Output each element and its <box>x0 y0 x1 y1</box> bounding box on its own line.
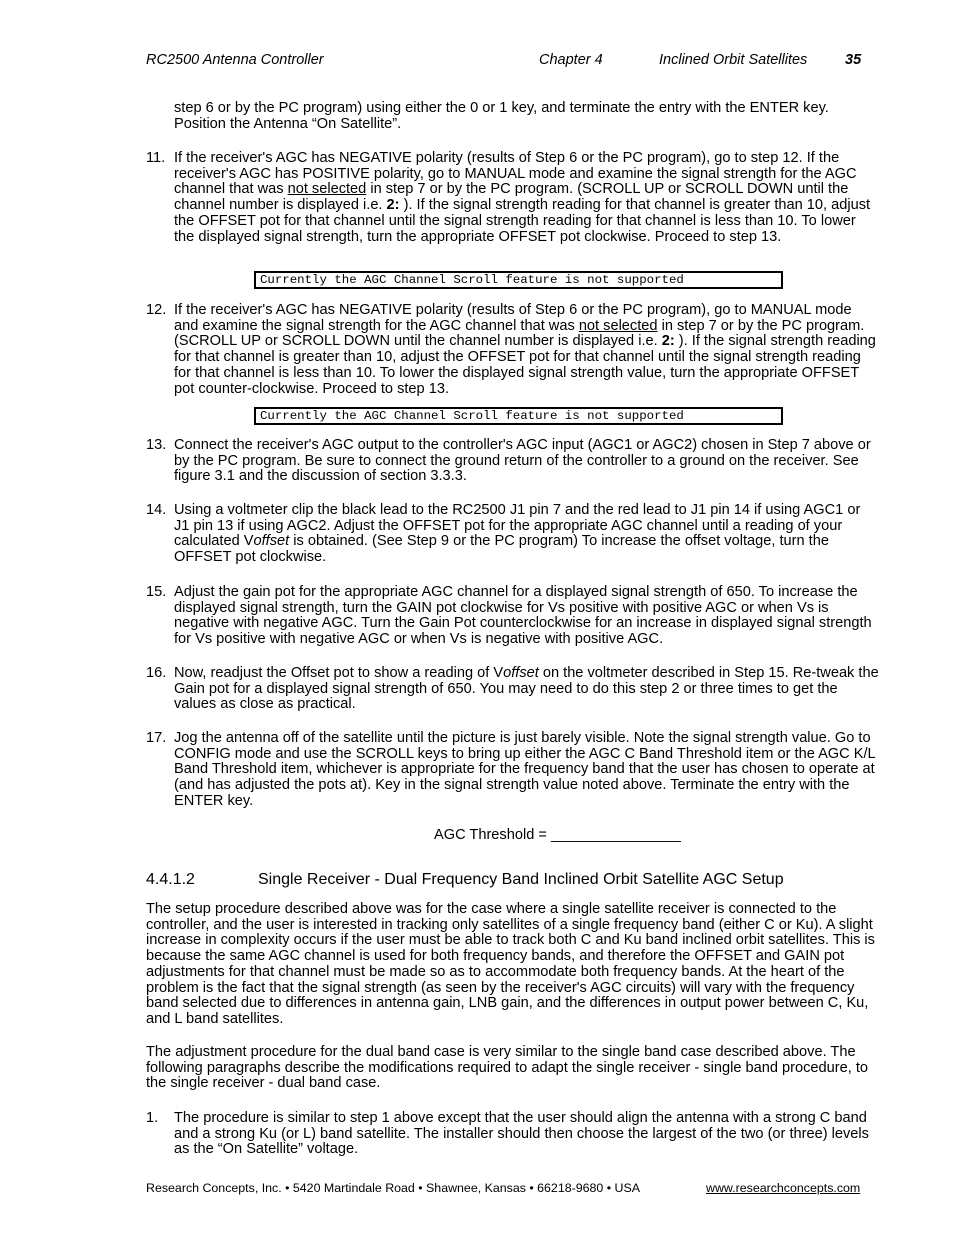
section-paragraph-2: The adjustment procedure for the dual band case is very similar to the single band case described above. The following paragraphs describe the modifications required to adapt the single receiver - single band procedure, to the single receiver - dual band case. <box>146 1044 869 1092</box>
page-number: 35 <box>845 52 862 68</box>
step-11-number: 11. <box>146 150 166 166</box>
step-17-text: Jog the antenna off of the satellite until the picture is just barely visible. Note the signal strength value. Go to CONFIG mode and use the SCROLL keys to bring up either the AGC C Band Threshold item or the AGC K/L Band Threshold item, whichever is appropriate for the frequency band that the user has chosen to operate at (and has adjusted the pots at). Key in the signal strength value noted above. Terminate the entry with the ENTER key. <box>174 730 876 809</box>
note-box-2: Currently the AGC Channel Scroll feature is not supported <box>254 407 783 425</box>
step-16-text: Now, readjust the Offset pot to show a reading of Voffset on the voltmeter described in Step 15. Re-tweak the Gain pot for a displayed signal strength of 650. You may need to do this step 2 or three times to get the values as close as practical. <box>174 665 879 713</box>
continued-paragraph: step 6 or by the PC program) using either the 0 or 1 key, and terminate the entry with the ENTER key. Position the Antenna “On Satellite”. <box>174 100 829 132</box>
step-14-number: 14. <box>146 502 167 518</box>
note-box-1: Currently the AGC Channel Scroll feature is not supported <box>254 271 783 289</box>
section-paragraph-1: The setup procedure described above was for the case where a single satellite receiver is connected to the controller, and the user is interested in tracking only satellites of a single frequency band (either C or Ku). A slight increase in complexity occurs if the user must be able to track both C and Ku band inclined orbit satellites. This is because the same AGC channel is used for both frequency bands, and therefore the OFFSET and GAIN pot adjustments for that channel must be made so as to accommodate both frequency bands. At the heart of the problem is the fact that the signal strength (as seen by the receiver's AGC circuits) will vary with the frequency band selected due to differences in antenna gain, LNB gain, and the differences in output power between C, Ku, and L band satellites. <box>146 901 875 1027</box>
step-15-text: Adjust the gain pot for the appropriate AGC channel for a displayed signal strength of 650. To increase the displayed signal strength, turn the GAIN pot clockwise for Vs positive with positive AGC or when Vs is negative with negative AGC. Turn the Gain Pot counterclockwise for an increase in displayed signal strength for Vs positive with negative AGC or when Vs is negative with positive AGC. <box>174 584 872 648</box>
dual-step-1-text: The procedure is similar to step 1 above except that the user should align the antenna with a strong C band and a strong Ku (or L) band satellite. The installer should then choose the largest of the two (or three) levels as the “On Satellite” voltage. <box>174 1110 869 1158</box>
header-topic: Inclined Orbit Satellites <box>659 52 808 68</box>
step-14-text: Using a voltmeter clip the black lead to the RC2500 J1 pin 7 and the red lead to J1 pin 14 if using AGC1 or J1 pin 13 if using AGC2. Adjust the OFFSET pot for the appropriate AGC channel until a reading of your calculated Voffset is obtained. (See Step 9 or the PC program) To increase the offset voltage, turn the OFFSET pot clockwise. <box>174 502 861 566</box>
header-product: RC2500 Antenna Controller <box>146 52 324 68</box>
footer-address: Research Concepts, Inc. • 5420 Martindale Road • Shawnee, Kansas • 66218-9680 • USA <box>146 1181 640 1195</box>
agc-threshold-line: AGC Threshold = ________________ <box>434 827 681 843</box>
step-12-number: 12. <box>146 302 167 318</box>
step-13-number: 13. <box>146 437 167 453</box>
step-13-text: Connect the receiver's AGC output to the controller's AGC input (AGC1 or AGC2) chosen in Step 7 above or by the PC program. Be sure to connect the ground return of the controller to a ground on the receiver. See figure 3.1 and the discussion of section 3.3.3. <box>174 437 871 485</box>
step-16-number: 16. <box>146 665 167 681</box>
step-17-number: 17. <box>146 730 167 746</box>
step-15-number: 15. <box>146 584 167 600</box>
step-11-underline: not selected <box>287 181 367 198</box>
section-title: Single Receiver - Dual Frequency Band Inclined Orbit Satellite AGC Setup <box>258 871 784 888</box>
section-number: 4.4.1.2 <box>146 871 195 888</box>
step-12-text: If the receiver's AGC has NEGATIVE polarity (results of Step 6 or the PC program), go to MANUAL mode and examine the signal strength for the AGC channel that was not selected in step 7 or by the PC program. (SCROLL UP or SCROLL DOWN until the channel number is displayed i.e. 2: ). If the signal strength reading for that channel is greater than 10, adjust the OFFSET pot for that channel until the signal strength reading for that channel is less than 10. To lower the displayed signal strength value, turn the appropriate OFFSET pot counter-clockwise. Proceed to step 13. <box>174 302 876 397</box>
step-11-text: If the receiver's AGC has NEGATIVE polarity (results of Step 6 or the PC program), go to step 12. If the receiver's AGC has POSITIVE polarity, go to MANUAL mode and examine the signal strength for the AGC channel that was not selected in step 7 or by the PC program. (SCROLL UP or SCROLL DOWN until the channel number is displayed i.e. 2: ). If the signal strength reading for that channel is greater than 10, adjust the OFFSET pot for that channel until the signal strength reading for that channel is less than 10. To lower the displayed signal strength, turn the appropriate OFFSET pot clockwise. Proceed to step 13. <box>174 150 871 245</box>
step-12-underline: not selected <box>578 317 658 334</box>
dual-step-1-number: 1. <box>146 1110 159 1126</box>
header-chapter: Chapter 4 <box>539 52 603 68</box>
footer-url-link[interactable]: www.researchconcepts.com <box>706 1181 861 1195</box>
